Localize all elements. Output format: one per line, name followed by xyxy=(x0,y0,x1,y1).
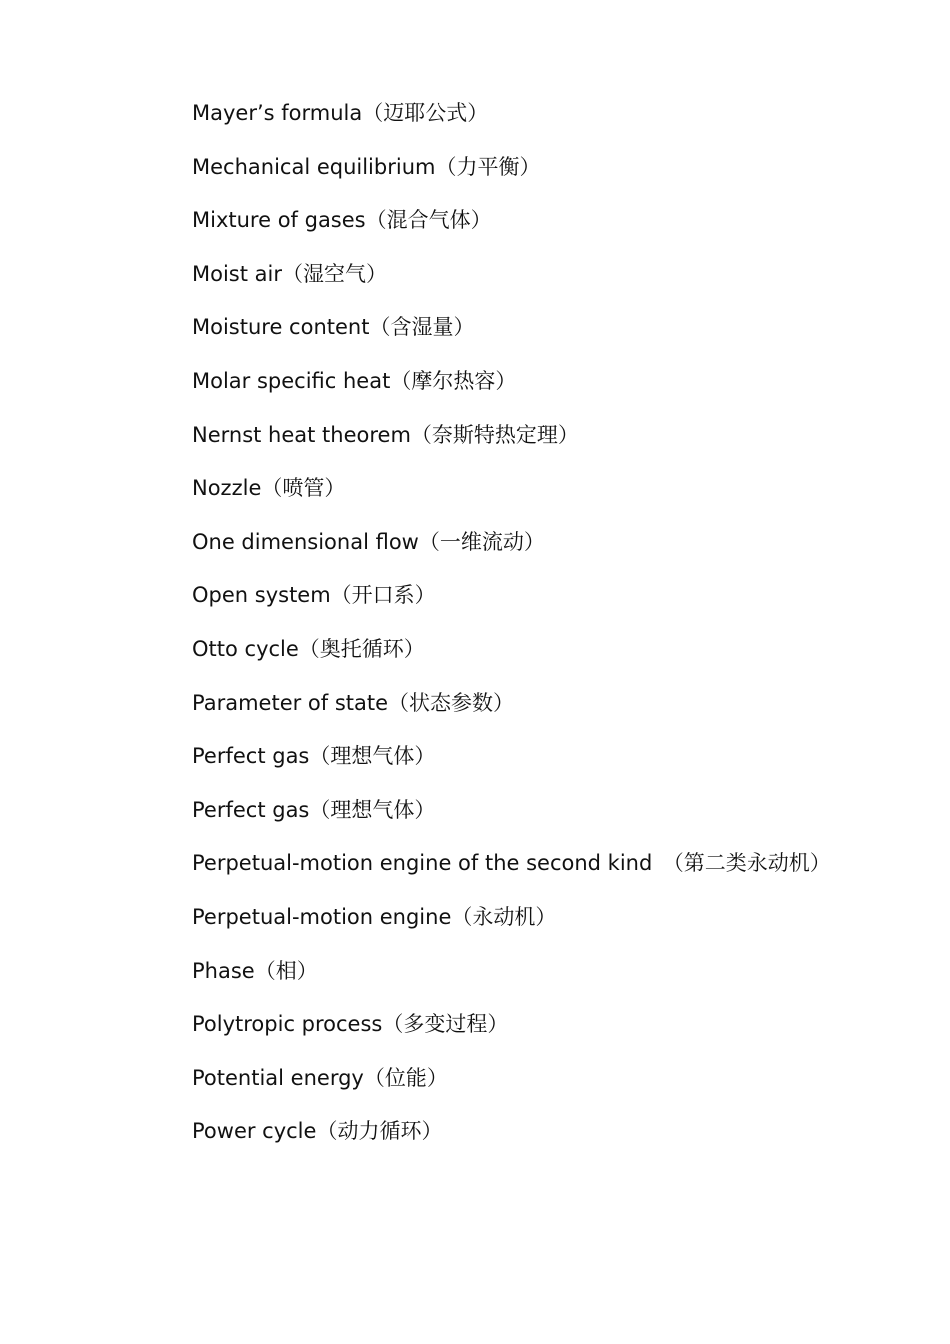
glossary-entry: Nernst heat theorem（奈斯特热定理） xyxy=(192,422,579,447)
glossary-entry: Mechanical equilibrium（力平衡） xyxy=(192,154,541,179)
glossary-entry: Perfect gas（理想气体） xyxy=(192,744,436,769)
glossary-entry: Molar specific heat（摩尔热容） xyxy=(192,368,517,393)
glossary-entry: Perfect gas（理想气体） xyxy=(192,797,436,822)
glossary-entry: Moisture content（含湿量） xyxy=(192,315,475,340)
glossary-entry: Open system（开口系） xyxy=(192,583,436,608)
glossary-entry: Moist air（湿空气） xyxy=(192,261,387,286)
glossary-entry: Perpetual-motion engine of the second kind （第二类永动机） xyxy=(192,851,831,876)
glossary-entry: Mayer’s formula（迈耶公式） xyxy=(192,101,489,125)
glossary-entry: Potential energy（位能） xyxy=(192,1065,448,1090)
glossary-entry: Mixture of gases（混合气体） xyxy=(192,208,492,233)
glossary-entry: Perpetual-motion engine（永动机） xyxy=(192,904,557,929)
glossary-entry: Otto cycle（奥托循环） xyxy=(192,636,425,661)
glossary-entry: Power cycle（动力循环） xyxy=(192,1119,443,1144)
glossary-list xyxy=(144,87,831,1159)
glossary-entry: Phase（相） xyxy=(192,958,318,983)
glossary-entry: Parameter of state（状态参数） xyxy=(192,690,515,715)
glossary-entry: Nozzle（喷管） xyxy=(192,476,346,501)
glossary-entry: Polytropic process（多变过程） xyxy=(192,1012,509,1037)
glossary-entry: One dimensional flow（一维流动） xyxy=(192,529,545,554)
